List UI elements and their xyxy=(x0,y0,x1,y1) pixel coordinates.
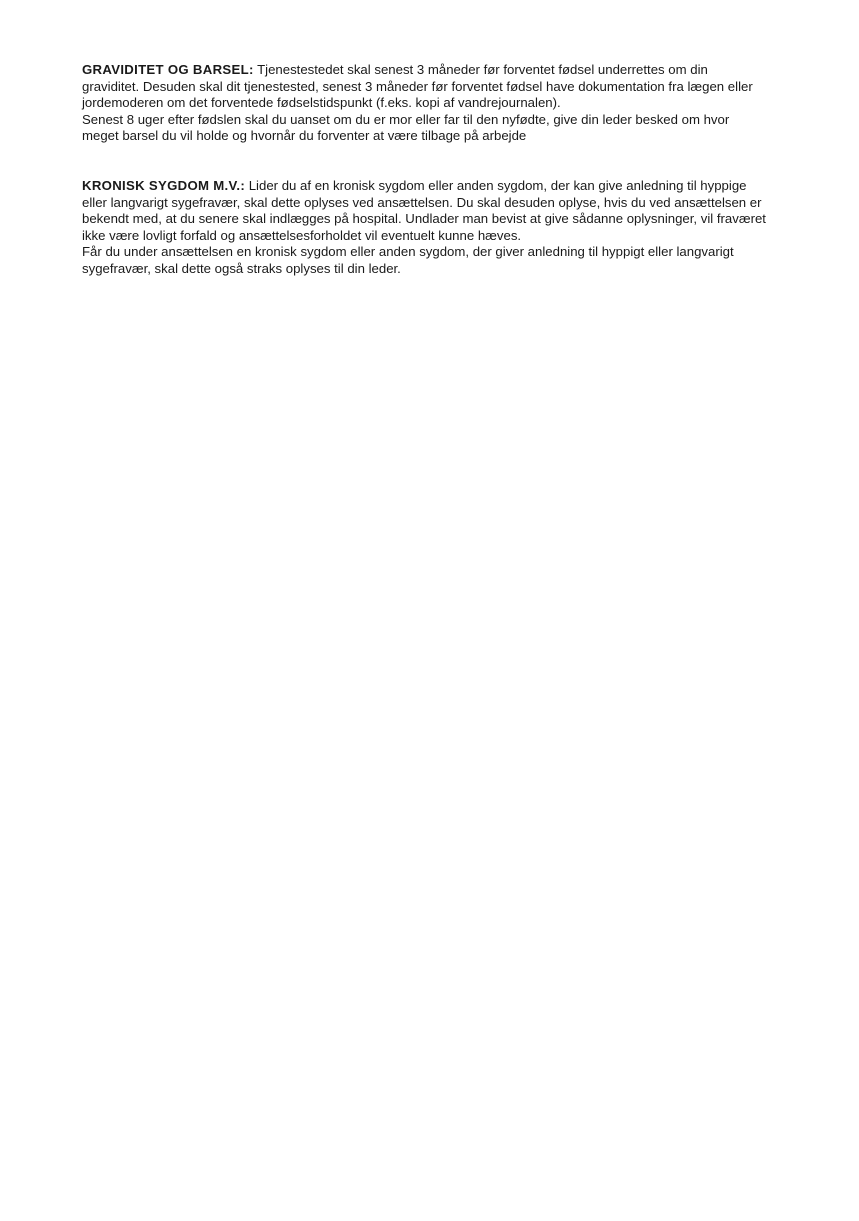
section-text: Tjenestestedet skal senest 3 måneder før forventet fødsel underrettes om din graviditet. Desuden skal dit tjenestested, senest 3 måneder før forventet fødsel have dokumentation fra lægen eller jordemoderen om det forventede fødselstidspunkt (f.eks. kopi af vandrejournalen). xyxy=(82,62,753,111)
section-text: Senest 8 uger efter fødslen skal du uanset om du er mor eller far til den nyfødte, give din leder besked om hvor meget barsel du vil holde og hvornår du forventer at være tilbage på arbejde xyxy=(82,111,730,144)
section-heading: KRONISK SYGDOM M.V.: xyxy=(82,177,246,193)
section-paragraph xyxy=(82,178,767,244)
section-heading: GRAVIDITET OG BARSEL: xyxy=(82,62,254,77)
section-text: Lider du af en kronisk sygdom eller anden sygdom, der kan give anledning til hyppige eller langvarigt sygefravær, skal dette oplyses ved ansættelsen. Du skal desuden oplyse, hvis du ved ansættelsen er bekendt med, at du senere skal indlægges på hospital. Undlader man bevist at give sådanne oplysninger, vil fraværet ikke være lovligt forfald og ansættelsesforholdet vil eventuelt kunne hæves. xyxy=(82,177,766,243)
section-paragraph xyxy=(82,112,767,145)
section-paragraph xyxy=(82,244,767,277)
section-graviditet-og-barsel xyxy=(82,62,767,145)
section-paragraph xyxy=(82,62,767,112)
section-kronisk-sygdom xyxy=(82,178,767,278)
section-text: Får du under ansættelsen en kronisk sygdom eller anden sygdom, der giver anledning til hyppigt eller langvarigt sygefravær, skal dette også straks oplyses til din leder. xyxy=(82,244,734,276)
document-page xyxy=(82,62,767,278)
